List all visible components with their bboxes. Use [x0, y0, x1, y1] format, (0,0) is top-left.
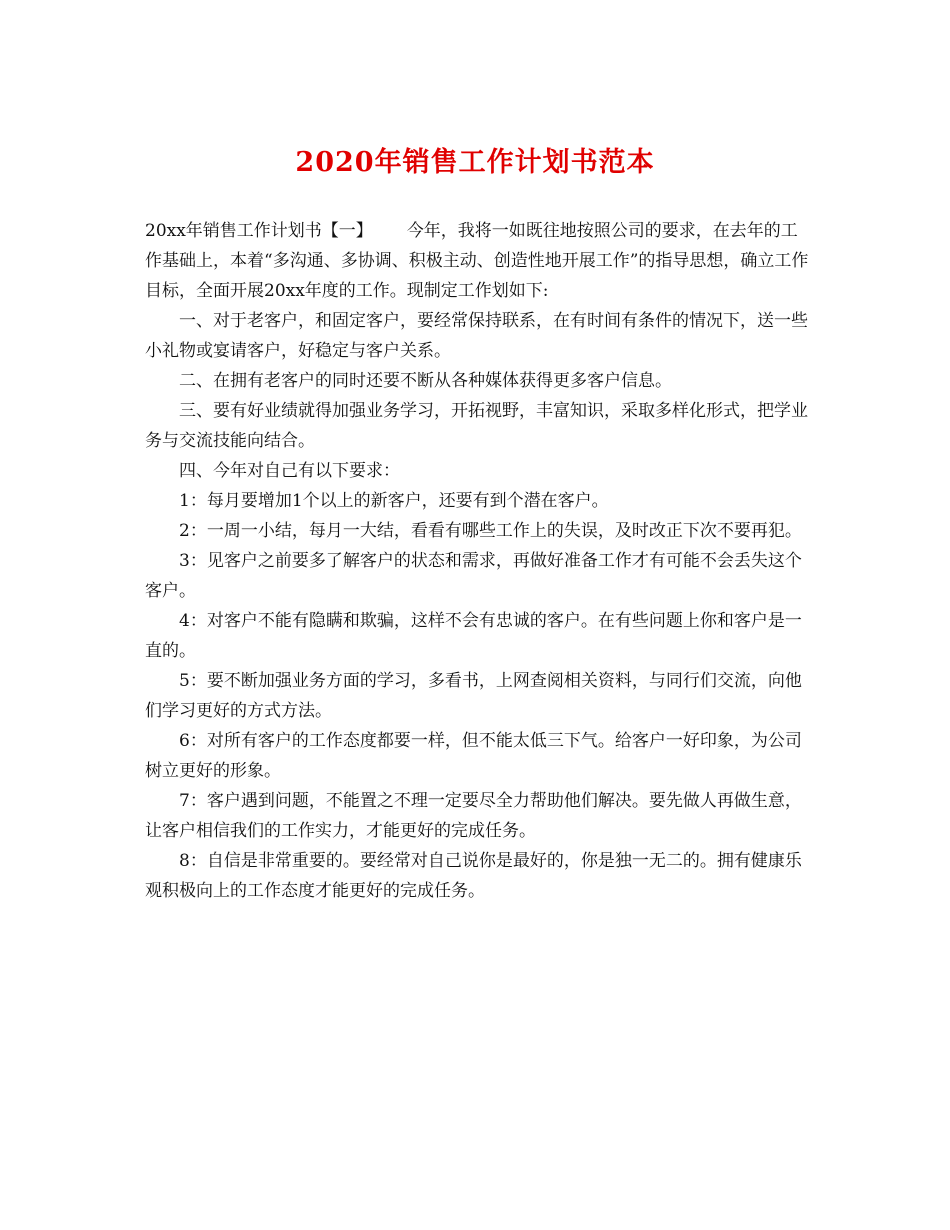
paragraph-2: 二、在拥有老客户的同时还要不断从各种媒体获得更多客户信息。 — [179, 371, 672, 391]
document-title: 2020年销售工作计划书范本 — [295, 147, 655, 178]
intro-text: 今年，我将一如既往地按照公司的要求，在去年的工作基础上，本着“多沟通、多协调、积极主动、创造性地开展工作”的指导思想，确立工作目标，全面开展20xx年度的工作。现制定工作划如下: — [145, 221, 809, 301]
list-item-6: 6：对所有客户的工作态度都要一样，但不能太低三下气。给客户一好印象，为公司树立更好的形象。 — [145, 731, 802, 781]
document-body — [145, 216, 810, 906]
intro-paragraph — [145, 216, 810, 306]
list-item-4: 4：对客户不能有隐瞒和欺骗，这样不会有忠诚的客户。在有些问题上你和客户是一直的。 — [145, 611, 802, 661]
list-item-2: 2：一周一小结，每月一大结，看看有哪些工作上的失误，及时改正下次不要再犯。 — [179, 521, 802, 541]
list-item-1: 1：每月要增加1个以上的新客户，还要有到个潜在客户。 — [179, 491, 609, 511]
list-item-3: 3：见客户之前要多了解客户的状态和需求，再做好准备工作才有可能不会丢失这个客户。 — [145, 551, 802, 601]
paragraph-1: 一、对于老客户，和固定客户，要经常保持联系，在有时间有条件的情况下，送一些小礼物或宴请客户，好稳定与客户关系。 — [145, 311, 808, 361]
paragraph-3: 三、要有好业绩就得加强业务学习，开拓视野，丰富知识，采取多样化形式，把学业务与交流技能向结合。 — [145, 401, 808, 451]
list-item-8: 8：自信是非常重要的。要经常对自己说你是最好的，你是独一无二的。拥有健康乐观积极向上的工作态度才能更好的完成任务。 — [145, 851, 802, 901]
list-item-5: 5：要不断加强业务方面的学习，多看书，上网查阅相关资料，与同行们交流，向他们学习更好的方式方法。 — [145, 671, 802, 721]
list-item-7: 7：客户遇到问题，不能置之不理一定要尽全力帮助他们解决。要先做人再做生意，让客户相信我们的工作实力，才能更好的完成任务。 — [145, 791, 802, 841]
paragraph-4: 四、今年对自己有以下要求： — [179, 461, 400, 481]
section-heading: 20xx年销售工作计划书【一】 — [145, 221, 373, 241]
